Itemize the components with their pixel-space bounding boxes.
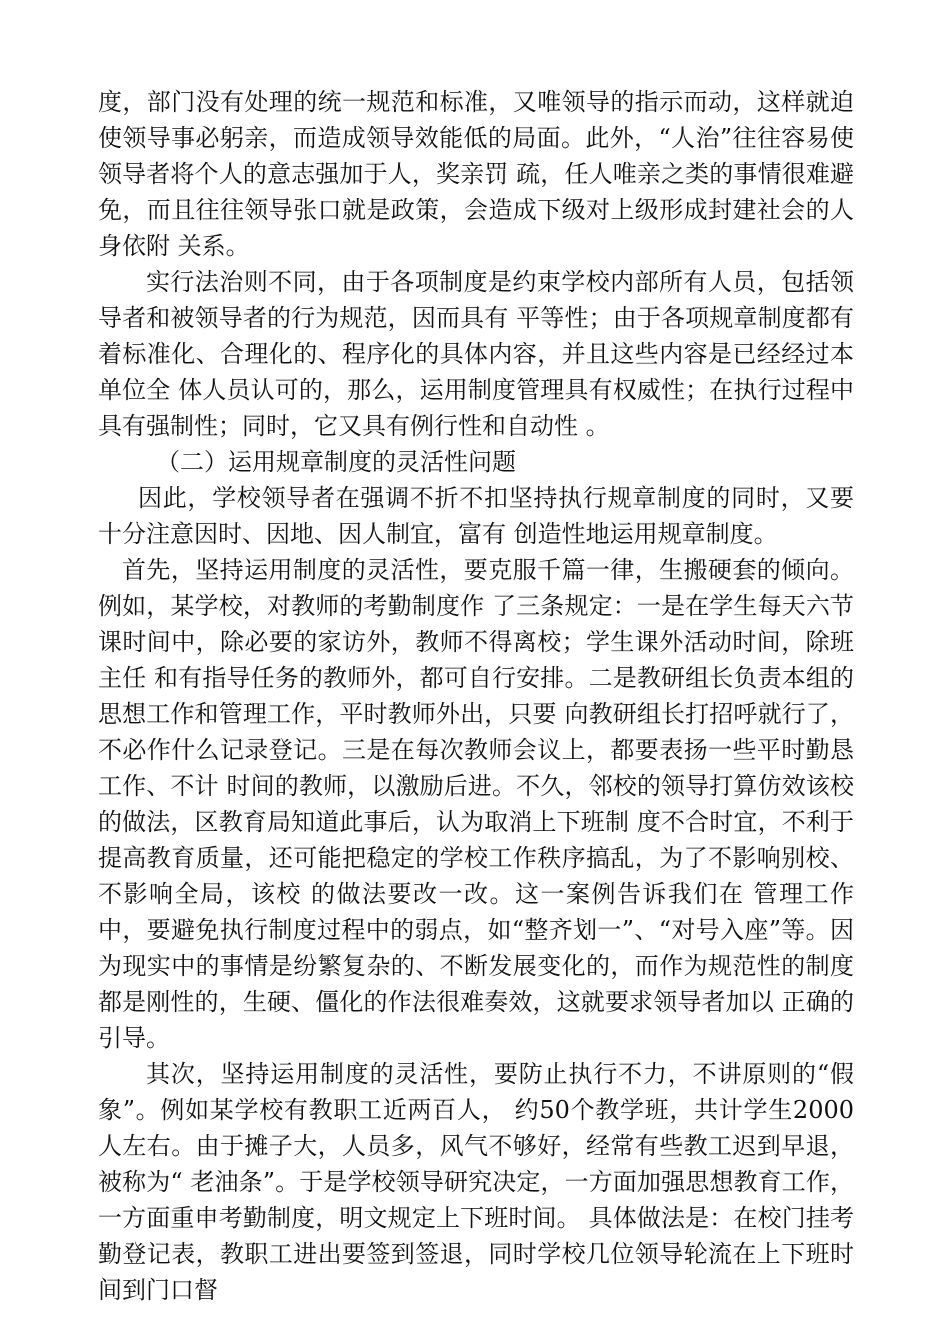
paragraph-second-point: 其次，坚持运用制度的灵活性，要防止执行不力，不讲原则的“假象”。例如某学校有教职工近两百人， 约50个教学班，共计学生2000人左右。由于摊子大，人员多，风气不够好，经常有些教工迟到早退，被称为“ 老油条”。于是学校领导研究决定，一方面加强思想教育工作，一方面重申考勤制度，明文规定上下班时间。 具体做法是：在校门挂考勤登记表，教职工进出要签到签退，同时学校几位领导轮流在上下班时间到门口督 — [98, 1060, 854, 1304]
paragraph-first-point: 首先，坚持运用制度的灵活性，要克服千篇一律，生搬硬套的倾向。例如，某学校，对教师的考勤制度作 了三条规定：一是在学生每天六节课时间中，除必要的家访外，教师不得离校；学生课外活动时间，除班主任 和有指导任务的教师外，都可自行安排。二是教研组长负责本组的思想工作和管理工作，平时教师外出，只要 向教研组长打招呼就行了，不必作什么记录登记。三是在每次教师会议上，都要表扬一些平时勤恳工作、不计 时间的教师，以激励后进。不久，邻校的领导打算仿效该校的做法，区教育局知道此事后，认为取消上下班制 度不合时宜，不利于提高教育质量，还可能把稳定的学校工作秩序搞乱，为了不影响别校、不影响全局，该校 的做法要改一改。这一案例告诉我们在 管理工作中，要避免执行制度过程中的弱点，如“整齐划一”、“对号入座”等。因为现实中的事情是纷繁复杂的、不断发展变化的，而作为规范性的制度都是刚性的，生硬、僵化的作法很难奏效，这就要求领导者加以 正确的引导。 — [98, 556, 854, 1052]
paragraph-therefore: 因此，学校领导者在强调不折不扣坚持执行规章制度的同时，又要十分注意因时、因地、因人制宜，富有 创造性地运用规章制度。 — [98, 484, 854, 548]
paragraph-rule-of-law: 实行法治则不同，由于各项制度是约束学校内部所有人员，包括领导者和被领导者的行为规范，因而具有 平等性；由于各项规章制度都有着标准化、合理化的、程序化的具体内容，并且这些内容是已经经过本单位全 体人员认可的，那么，运用制度管理具有权威性；在执行过程中具有强制性；同时，它又具有例行性和自动性 。 — [98, 268, 854, 440]
document-page — [98, 84, 854, 1308]
paragraph-continuation: 度，部门没有处理的统一规范和标准，又唯领导的指示而动，这样就迫使领导事必躬亲，而造成领导效能低的局面。此外，“人治”往往容易使领导者将个人的意志强加于人，奖亲罚 疏，任人唯亲之类的事情很难避免，而且往往领导张口就是政策，会造成下级对上级形成封建社会的人身依附 关系。 — [98, 88, 854, 260]
section-heading: （二）运用规章制度的灵活性问题 — [156, 448, 516, 476]
